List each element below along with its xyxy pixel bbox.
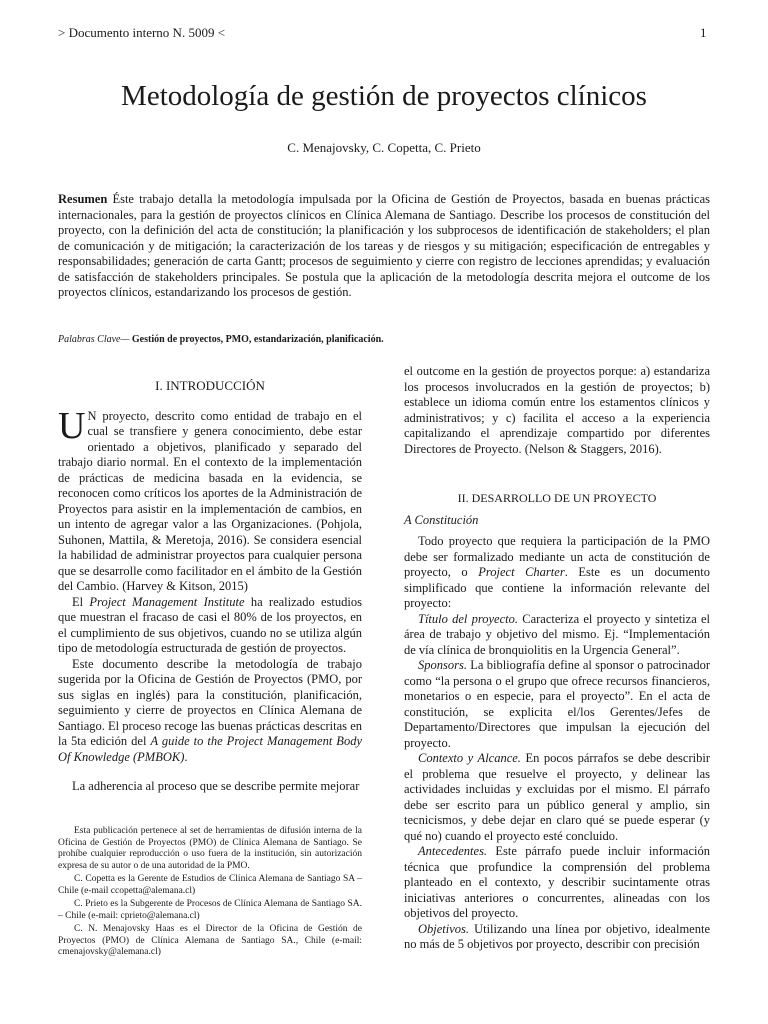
drop-cap: U [58, 404, 86, 447]
contexto-paragraph: Contexto y Alcance. En pocos párrafos se debe describir el problema que resuelve el proyecto, y delinear las actividades incluidas y excluidas por el mismo. El párrafo debe ser escrito para un público general y amplio, sin tecnicismos, y debe dejar en claro qué se puede esperar (y qué no) cuando el proyecto esté concluido. [404, 751, 710, 843]
intro-paragraph-1: U N proyecto, descrito como entidad de trabajo en el cual se transfiere y genera conocimiento, debe estar orientado a objetivos, planificado y separado del trabajo diario normal. En el contexto de la implementación de prácticas de medicina basada en la evidencia, se reconocen como críticos los aportes de la Administración de Proyectos para asistir en la implementación de cambios, en un intento de agregar valor a las Organizaciones. (Pohjola, Suhonen, Mattila, & Meretoja, 2016). Se considera esencial la habilidad de administrar proyectos para cualquier persona que se desarrolle como facilitador en el ámbito de la Gestión del Cambio. (Harvey & Kitson, 2015) [58, 404, 362, 593]
keywords-text: Gestión de proyectos, PMO, estandarización, planificación. [129, 334, 384, 345]
keywords-label: Palabras Clave— [58, 334, 130, 345]
footnote: Esta publicación pertenece al set de herramientas de difusión interna de la Oficina de Gestión de Proyectos (PMO) de Clínica Alemana de Santiago. Se prohíbe cualquier reproducción o uso fuera de la institución, sin autorización expresa de su autor o de una autoridad de la PMO. [58, 826, 362, 871]
right-column [404, 364, 710, 953]
intro-paragraph-3: Este documento describe la metodología de trabajo sugerida por la Oficina de Gestión de Proyectos (PMO, por sus siglas en inglés) para la constitución, planificación, seguimiento y cierre de proyectos en Clínica Alemana de Santiago. El proceso recoge las buenas prácticas descritas en la 5ta edición del A guide to the Project Management Body Of Knowledge (PMBOK). [58, 656, 362, 764]
constitucion-paragraph-1: Todo proyecto que requiera la participación de la PMO debe ser formalizado mediante un acta de constitución de proyecto, o Project Charter. Este es un documento simplificado que contiene la información relevante del proyecto: [404, 534, 710, 610]
paper-title: Metodología de gestión de proyectos clínicos [121, 80, 647, 112]
footnotes [58, 826, 362, 961]
section-title-desarrollo: II. DESARROLLO DE UN PROYECTO [457, 491, 657, 505]
keywords [58, 334, 384, 345]
footnote: C. Prieto es la Subgerente de Procesos de Clínica Alemana de Santiago SA. – Chile (e-mail: cprieto@alemana.cl) [58, 899, 362, 921]
page-number: 1 [700, 25, 707, 40]
footnote: C. N. Menajovsky Haas es el Director de la Oficina de Gestión de Proyectos (PMO) de Clínica Alemana de Santiago SA., Chile (e-mail: cmenajovsky@alemana.cl) [58, 924, 362, 957]
subsection-constitucion: A Constitución [404, 512, 479, 527]
authors: C. Menajovsky, C. Copetta, C. Prieto [287, 140, 481, 155]
section-title-introduction: I. INTRODUCCIÓN [155, 378, 265, 393]
abstract [58, 192, 710, 301]
left-column [58, 378, 362, 795]
objetivos-paragraph: Objetivos. Utilizando una línea por objetivo, idealmente no más de 5 objetivos por proyecto, describir con precisión [404, 921, 710, 951]
sponsors-paragraph: Sponsors. La bibliografía define al sponsor o patrocinador como “la persona o el grupo que ofrece recursos financieros, monetarios o en especie, para el proyecto”. En el acta de constitución, se explicita el/los Gerentes/Jefes de Departamento/Directores que impulsan la ejecución del proyecto. [404, 658, 710, 750]
abstract-text: Éste trabajo detalla la metodología impulsada por la Oficina de Gestión de Proyectos, basada en buenas prácticas internacionales, para la gestión de proyectos clínicos en Clínica Alemana de Santiago. Describe los procesos de constitución del proyecto, con la definición del acta de constitución; la planificación y los subprocesos de identificación de stakeholders; el plan de comunicación y de mitigación; la caracterización de los tareas y de riesgos y su mitigación; especificación de entregables y responsabilidades; generación de carta Gantt; procesos de seguimiento y cierre con registro de lecciones aprendidas; y evaluación de satisfacción de stakeholders principales. Se postula que la aplicación de la metodología descrita mejora el outcome de los proyectos clínicos, estandarizando los procesos de gestión. [58, 192, 710, 299]
document-reference: > Documento interno N. 5009 < [58, 25, 226, 40]
intro-paragraph-4: La adherencia al proceso que se describe permite mejorar [72, 779, 360, 793]
intro-paragraph-2: El Project Management Institute ha realizado estudios que muestran el fracaso de casi el 80% de los proyectos, en el cumplimiento de sus objetivos, cuando no se utiliza algún tipo de metodología estructurada de gestión de proyectos. [58, 594, 362, 655]
antecedentes-paragraph: Antecedentes. Este párrafo puede incluir información técnica que profundice la comprensión del problema planteado en el contexto, y describir sucintamente otras iniciativas anteriores o concurrentes, alineadas con los objetivos del proyecto. [404, 844, 710, 920]
abstract-label: Resumen [58, 192, 108, 206]
titulo-paragraph: Título del proyecto. Caracteriza el proyecto y sintetiza el área de trabajo y objetivo del mismo. Ej. “Implementación de vía clínica de bronquiolitis en la Urgencia General”. [404, 611, 710, 657]
footnote: C. Copetta es la Gerente de Estudios de Clínica Alemana de Santiago SA – Chile (e-mail ccopetta@alemana.cl) [58, 874, 362, 896]
intro-continuation: el outcome en la gestión de proyectos porque: a) estandariza los procesos involucrados en la gestión de proyectos; b) establece un idioma común entre los estamentos clínicos y administrativos; y c) facilita el acceso a la experiencia capitalizando el aprendizaje compartido por diferentes Directores de Proyecto. (Nelson & Staggers, 2016). [404, 364, 710, 456]
